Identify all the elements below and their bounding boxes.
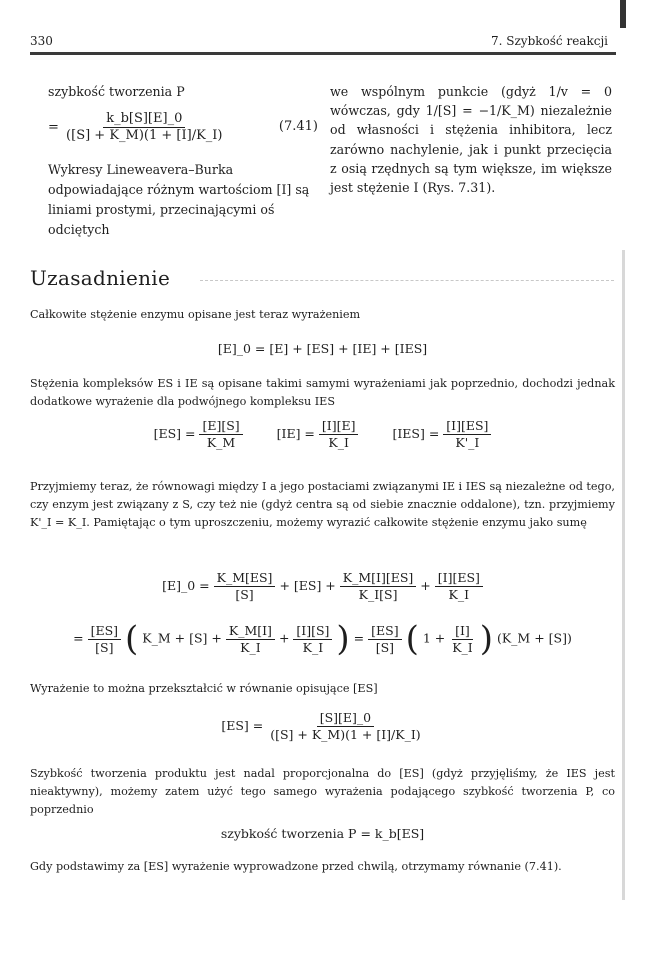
eq3b-f2-den: [S] (375, 639, 395, 655)
eq3b-tail: (K_M + [S]) (496, 630, 572, 646)
equation-sum-line1 (30, 570, 615, 603)
header-rule (30, 52, 616, 55)
eq3b-equals: = (73, 630, 84, 646)
eq4-lhs: [ES] = (221, 718, 264, 733)
eq741-denominator: ([S] + K_M)(1 + [I]/K_I) (66, 128, 223, 143)
eq-ie-num: [I][E] (319, 418, 359, 435)
eq3b-f1-num: [ES] (88, 623, 121, 640)
eq-ies-den: K'_I (455, 435, 480, 450)
left-paragraph: Wykresy Lineweavera–Burka odpowiadające różnym wartościom [I] są liniami prostymi, przecinającymi oś odciętych (48, 162, 310, 237)
equation-rate: szybkość tworzenia P = k_b[ES] (220, 826, 425, 841)
eq3-t1-den: [S] (235, 587, 254, 602)
paragraph-3: Przyjmiemy teraz, że równowagi między I a jego postaciami związanymi IE i IES są niezależne od tego, czy enzym jest związany z S, czy też nie (gdyż centra są od siebie znacznie oddalone), tzn. przyjmiemy K'_I = K_I. Pamiętając o tym uproszczeniu, możemy wyrazić całkowite stężenie enzymu jako sumę (30, 480, 615, 529)
eq-es-den: K_M (206, 435, 236, 450)
right-paren-2: ) (479, 619, 493, 659)
eq741-numerator: k_b[S][E]_0 (103, 111, 185, 128)
section-rule (200, 280, 614, 282)
eq-es (154, 418, 243, 451)
eq3b-inner: K_M + [S] + (142, 630, 222, 646)
equation-es (30, 710, 615, 743)
eq3b-one-plus: 1 + (422, 630, 446, 646)
eq-ies (392, 418, 491, 451)
eq741-equals: = (48, 120, 59, 135)
right-paren-1: ) (336, 619, 350, 659)
paragraph-2: Stężenia kompleksów ES i IE są opisane takimi samymi wyrażeniami jak poprzednio, dochodzi jednak dodatkowe wyrażenie dla podwójnego kompleksu IES (30, 377, 615, 408)
equation-total-enzyme: [E]_0 = [E] + [ES] + [IE] + [IES] (217, 341, 428, 356)
equation-complexes (30, 418, 615, 451)
eq-ies-num: [I][ES] (443, 418, 491, 435)
running-head: 7. Szybkość reakcji (491, 34, 608, 48)
eq4-num: [S][E]_0 (317, 710, 374, 727)
corner-mark (620, 0, 626, 28)
equation-sum-line2 (30, 619, 615, 659)
eq3b-h-num: [I] (452, 623, 473, 640)
paragraph-6: Gdy podstawimy za [ES] wyrażenie wyprowadzone przed chwilą, otrzymamy równanie (7.41). (30, 860, 562, 873)
eq3-t1-num: K_M[ES] (214, 570, 276, 587)
paragraph-4: Wyrażenie to można przekształcić w równanie opisujące [ES] (30, 682, 378, 695)
right-paragraph: we wspólnym punkcie (gdyż 1/v = 0 wówczas, gdy 1/[S] = −1/K_M) niezależnie od własności i stężenia inhibitora, lecz zarówno nachylenie, jak i punkt przecięcia z osią rzędnych są tym większe, im większe jest stężenie I (Rys. 7.31). (330, 84, 612, 196)
eq3b-equals2: = (353, 630, 365, 646)
equation-7-41 (48, 111, 318, 144)
equation-label: (7.41) (278, 119, 318, 134)
eq741-fraction (63, 111, 225, 144)
eq3b-f1-den: [S] (95, 639, 114, 655)
eq-es-lhs: [ES] = (153, 426, 196, 441)
eq3-plus2: + (420, 578, 431, 593)
eq3-t3-num: [I][ES] (435, 570, 483, 587)
eq-ies-lhs: [IES] = (392, 426, 440, 441)
eq3b-f2-num: [ES] (368, 623, 401, 640)
eq-ie (277, 418, 359, 451)
left-paren-2: ( (405, 619, 419, 659)
eq4-den: ([S] + K_M)(1 + [I]/K_I) (270, 727, 421, 742)
section-title: Uzasadnienie (30, 266, 171, 290)
eq3b-g2-num: [I][S] (293, 623, 332, 640)
paragraph-1: Całkowite stężenie enzymu opisane jest teraz wyrażeniem (30, 308, 361, 321)
paragraph-5: Szybkość tworzenia produktu jest nadal proporcjonalna do [ES] (gdyż przyjęliśmy, że IES jest nieaktywny), możemy zatem użyć tego samego wyrażenia podającego szybkość tworzenia P, co poprzednio (30, 767, 615, 816)
eq3b-h-den: K_I (452, 639, 473, 655)
eq3b-g2-den: K_I (302, 639, 324, 655)
eq3-lhs: [E]_0 = (162, 578, 210, 593)
eq-ie-lhs: [IE] = (276, 426, 315, 441)
eq3b-plus: + (278, 630, 290, 646)
left-column (48, 82, 318, 102)
eq3b-g1-num: K_M[I] (226, 623, 275, 640)
eq3-t3-den: K_I (448, 587, 470, 602)
left-lead: szybkość tworzenia P (48, 84, 185, 99)
eq3b-g1-den: K_I (240, 639, 261, 655)
eq-ie-den: K_I (328, 435, 349, 450)
eq-es-num: [E][S] (199, 418, 242, 435)
eq3-t2-num: K_M[I][ES] (340, 570, 417, 587)
left-paren-1: ( (125, 619, 139, 659)
eq3-t2-den: K_I[S] (358, 587, 398, 602)
eq3-plus1: + [ES] + (279, 578, 336, 593)
page-number: 330 (30, 34, 53, 48)
page-edge-shadow (622, 250, 625, 900)
